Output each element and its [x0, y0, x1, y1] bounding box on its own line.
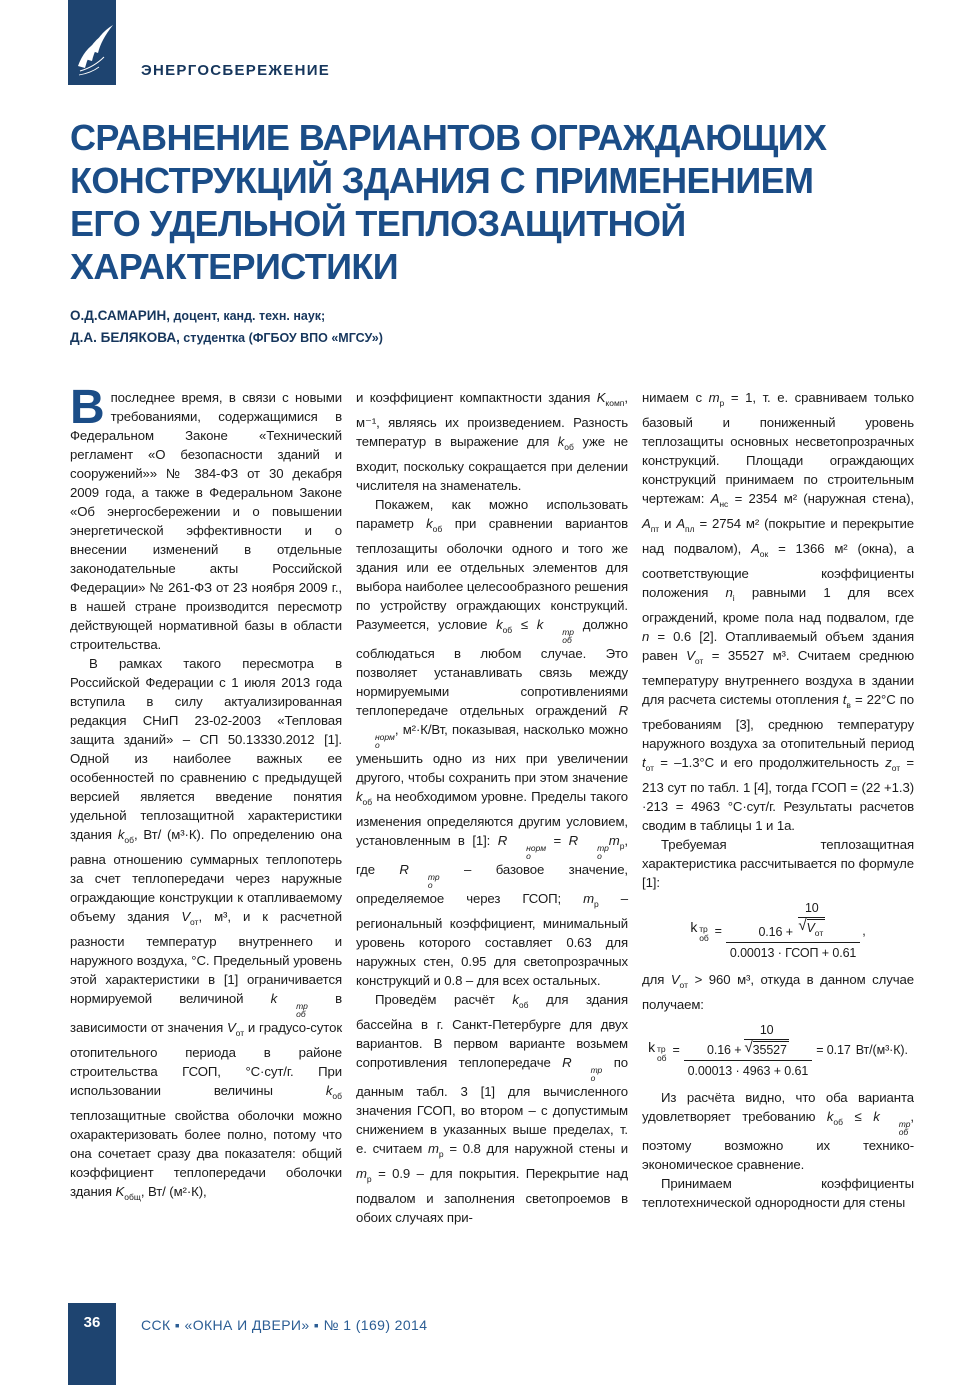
- variable: V: [806, 921, 815, 936]
- fraction-denominator: 0.00013 · ГСОП + 0.61: [726, 942, 860, 960]
- subscript: р: [366, 1174, 372, 1184]
- subscript: i: [732, 593, 735, 603]
- subscript: о: [375, 740, 380, 750]
- subscript: об: [833, 1116, 844, 1127]
- subscript: ок: [759, 549, 769, 559]
- formula-result: = 0.17: [816, 1043, 851, 1058]
- author-line: [70, 327, 383, 349]
- paragraph: Принимаем коэффициенты теплотехнической однородности для стены: [642, 1175, 914, 1210]
- authors-block: [70, 305, 383, 349]
- author-name: О.Д.САМАРИН,: [70, 308, 170, 323]
- variable: m: [583, 891, 594, 906]
- variable: k: [873, 1108, 880, 1124]
- fraction-denominator: 0.00013 · 4963 + 0.61: [684, 1060, 813, 1078]
- variable: t: [642, 755, 646, 770]
- article-body: [70, 388, 914, 1306]
- variable: k: [826, 1108, 834, 1124]
- subscript: пл: [685, 524, 695, 534]
- variable: R: [399, 862, 409, 877]
- paragraph: Впоследнее время, в связи с новыми требованиями, содержащимися в Федеральном Законе «Технический регламент «О безопасности зданий и сооружений»» № 384-ФЗ от 30 декабря 2009 года, а также в Федеральном Законе «Об энергосбережении и о повышении энергетической эффективности и о внесении изменений в отдельные законодательные акты Российской Федерации» № 261-ФЗ от 23 ноября 2009 г., в нашей стране производится пересмотр действующей нормативной базы в области строительства.: [70, 388, 342, 652]
- subscript: об: [124, 835, 134, 845]
- superscript: норм: [375, 732, 395, 742]
- inner-denominator: [798, 917, 825, 939]
- variable: k: [117, 827, 125, 842]
- fraction: [726, 901, 860, 961]
- subscript: о: [427, 880, 433, 890]
- superscript: тр: [296, 1001, 308, 1011]
- variable: R: [568, 833, 579, 848]
- superscript: тр: [597, 843, 609, 853]
- superscript: тр: [562, 627, 574, 637]
- author-line: [70, 305, 383, 327]
- variable: m: [608, 833, 620, 848]
- subscript: о: [590, 1073, 596, 1083]
- fraction-numerator: 0.16 + 10 √ $V_{от}$: [754, 901, 831, 942]
- subscript: об: [502, 625, 513, 635]
- stacked-supsub: [409, 873, 440, 889]
- subscript: об: [332, 1091, 342, 1101]
- superscript: тр: [657, 1043, 666, 1054]
- paragraph: Проведём расчёт $k_{об}$ для здания бассейна в г. Санкт-Петербурге для двух вариантов. В первом варианте возьмем сопротивления теплопередаче R тр о по данным табл. 3 [1] для вычисленного значения ГСОП, во втором – с допустимым снижением в указанных выше пределах, т. е. считаем $m_р = 0.8$ для наружной стены и $m_р = 0.9$ – для покрытия. Перекрытие над подвалом и заполнения светопроемов в обоих случаях при-: [356, 992, 628, 1225]
- formula-units: Вт/(м³·К).: [855, 1043, 908, 1058]
- variable: V: [686, 648, 695, 663]
- radicand: [807, 919, 826, 939]
- stacked-supsub: [277, 1002, 308, 1018]
- variable: k: [536, 617, 544, 632]
- subscript: от: [235, 1028, 245, 1038]
- variable: k: [512, 992, 519, 1007]
- variable: m: [708, 390, 720, 405]
- variable: k: [270, 991, 278, 1006]
- square-root: [798, 919, 825, 939]
- fraction-numerator: 0.16 + 10 √ 35527: [706, 1022, 787, 1057]
- formula-lhs: [690, 919, 710, 943]
- variable: m: [427, 1141, 439, 1156]
- radicand: 35527: [752, 1042, 787, 1057]
- superscript: тр: [699, 923, 708, 934]
- paragraph: и коэффициент компактности здания $K_{комп}$, м⁻¹, являясь их произведением. Разность температур в выражение для $k_{об}$ уже не входит, поскольку сокращается при делении числителя на знаменатель.: [356, 390, 628, 493]
- subscript: р: [719, 398, 725, 408]
- subscript: об: [362, 797, 373, 807]
- subscript: пт: [650, 524, 660, 534]
- subscript: комп: [605, 398, 625, 408]
- variable: m: [356, 1166, 367, 1181]
- subscript: об: [657, 1052, 667, 1063]
- variable: k: [325, 1083, 333, 1098]
- subscript: об: [296, 1009, 306, 1019]
- variable: A: [676, 516, 686, 531]
- article-title: [70, 116, 826, 288]
- variable: K: [115, 1184, 125, 1199]
- superscript: тр: [427, 872, 440, 882]
- variable: A: [710, 491, 720, 506]
- subscript: об: [432, 524, 443, 534]
- subscript: р: [593, 899, 599, 909]
- variable: R: [497, 833, 508, 848]
- stacked-supsub: [543, 628, 574, 644]
- text-column-1: [70, 388, 342, 1306]
- subscript: от: [814, 928, 824, 939]
- radical-icon: √: [798, 917, 807, 935]
- stacked-supsub: [356, 733, 395, 749]
- variable: A: [751, 541, 760, 556]
- equals-sign: =: [672, 1043, 680, 1058]
- subscript: р: [619, 841, 625, 851]
- title-line: ХАРАКТЕРИСТИКИ: [70, 246, 399, 287]
- subscript: об: [898, 1126, 909, 1137]
- subscript: от: [891, 763, 901, 773]
- stacked-supsub: [578, 844, 609, 860]
- section-label: ЭНЕРГОСБЕРЕЖЕНИЕ: [141, 62, 331, 79]
- paragraph: Покажем, как можно использовать параметр $k_{об}$ при сравнении вариантов теплозащиты оболочки одного и того же здания или ее отдельных элементов для выбора наиболее целесообразного решения по устройству ограждающих конструкций. Разумеется, условие $k_{об} \le k$ тр об должно соблюдаться в любом случае. Это позволяет устанавливать связь между нормируемыми сопротивлениями теплопередаче отдельных ограждений R норм о , м²·К/Вт, показывая, насколько можно уменьшить одно из них при увеличении другого, чтобы сохранить при этом значение $k_{об}$ на необходимом уровне. Пределы такого изменения определяются другим условием, установленным в [1]: R норм о = R тр о $m_р$, где R тр о – базовое значение, определяемое через ГСОП; $m_р$ – региональный коэффициент, минимальный уровень которого составляет 0.63 для наружных стен, 0.95 для светопрозрачных конструкций и 0.8 – для всех остальных.: [356, 497, 629, 988]
- inner-numerator: 10: [759, 1022, 774, 1037]
- superscript: тр: [590, 1065, 603, 1075]
- inner-denominator: [744, 1039, 788, 1057]
- variable: V: [670, 971, 680, 987]
- journal-info: ССК ▪ «ОКНА И ДВЕРИ» ▪ № 1 (169) 2014: [141, 1317, 428, 1333]
- variable: n: [642, 629, 650, 644]
- title-line: СРАВНЕНИЕ ВАРИАНТОВ ОГРАЖДАЮЩИХ: [70, 117, 827, 158]
- fraction: [684, 1023, 813, 1079]
- subscript: о: [597, 851, 602, 861]
- paragraph: для $V_{от} > 960$ м³, откуда в данном случае получаем:: [642, 971, 914, 1012]
- formula-lhs: [648, 1039, 668, 1063]
- text-column-3: [642, 388, 914, 1306]
- drop-cap: В: [70, 388, 105, 434]
- variable: K: [596, 390, 606, 405]
- k-calculation-formula: [642, 1023, 914, 1079]
- page-number: 36: [83, 1314, 101, 1331]
- variable: R: [618, 703, 628, 718]
- subscript: об: [699, 932, 709, 943]
- title-line: КОНСТРУКЦИЙ ЗДАНИЯ С ПРИМЕНЕНИЕМ: [70, 160, 814, 201]
- author-name: Д.А. БЕЛЯКОВА,: [70, 330, 180, 345]
- author-role: студентка (ФГБОУ ВПО «МГСУ»): [179, 331, 383, 345]
- inner-fraction: [744, 1023, 788, 1058]
- subscript: от: [679, 979, 688, 990]
- stacked-supsub: [880, 1120, 911, 1136]
- logo-swoosh-icon: [68, 0, 116, 85]
- subscript: от: [190, 917, 199, 927]
- variable: V: [181, 909, 191, 924]
- variable: k: [557, 434, 565, 449]
- radical-icon: √: [744, 1038, 753, 1056]
- formula-tail: ,: [862, 923, 866, 938]
- inner-fraction: [796, 901, 828, 939]
- subscript: об: [518, 1000, 529, 1010]
- page-number-box: [68, 1303, 116, 1385]
- subscript: р: [438, 1149, 444, 1159]
- stacked-supsub: [572, 1066, 603, 1082]
- stacked-supsub: [657, 1045, 666, 1063]
- paragraph: Требуемая теплозащитная характеристика рассчитывается по формуле [1]:: [642, 837, 914, 890]
- author-role: доцент, канд. техн. наук;: [169, 309, 326, 323]
- paragraph: Из расчёта видно, что оба варианта удовлетворяет требованию $k_{об} \le k$ тр об , поэтому возможно их технико-экономическое сравнение.: [642, 1089, 914, 1172]
- inner-numerator: 10: [804, 901, 819, 915]
- equals-sign: =: [714, 923, 722, 938]
- subscript: о: [526, 851, 531, 861]
- paragraph: В рамках такого пересмотра в Российской Федерации с 1 июля 2013 года вступила в силу актуализированная редакция СНиП 23-02-2003 «Тепловая защита зданий» – СП 50.13330.2012 [1]. Одной из наиболее важных ее особенностей по сравнению с предыдущей версией является введение понятия удельной теплозащитной характеристики здания $k_{об}$, Вт/ (м³·К). По определению она равна отношению суммарных теплопотерь за счет теплопередачи через наружные ограждающие конструкции к отапливаемому объему здания $V_{от}$, м³, и к расчетной разности температур внутреннего и наружного воздуха, °С. Предельный уровень этой характеристики в [1] ограничивается нормируемой величиной k тр об в зависимости от значения $V_{от}$ и градусо-суток отопительного периода в районе строительства ГСОП, °С·сут/г. При использовании величины $k_{об}$ теплозащитные свойства оболочки можно охарактеризовать более полно, потому что она сочетает сразу два показателя: общий коэффициент теплопередачи оболочки здания $K_{общ}$, Вт/ (м²·К),: [70, 656, 342, 1202]
- variable: A: [642, 516, 651, 531]
- subscript: общ: [124, 1192, 141, 1202]
- publisher-logo: [68, 0, 116, 85]
- subscript: от: [694, 656, 704, 666]
- square-root: [744, 1038, 788, 1057]
- variable: k: [356, 789, 363, 804]
- subscript: об: [562, 635, 572, 645]
- formula-variable: k: [690, 918, 698, 935]
- variable: z: [885, 755, 892, 770]
- formula-variable: k: [648, 1038, 656, 1055]
- text-column-2: [356, 388, 628, 1306]
- required-k-formula: [642, 901, 914, 961]
- variable: R: [562, 1055, 572, 1070]
- variable: t: [842, 692, 847, 707]
- variable: k: [426, 516, 433, 531]
- variable: V: [226, 1020, 236, 1035]
- variable: n: [725, 585, 733, 600]
- subscript: об: [564, 442, 574, 452]
- paragraph: нимаем с $m_р = 1$, т. е. сравниваем только базовый и пониженный уровень теплозащиты основных несветопрозрачных конструкций. Площади ограждающих конструкций принимаем по строительным чертежам: $A_{нс} = 2354$ м² (наружная стена), $A_{пт}$ и $A_{пл} = 2754$ м² (покрытие и перекрытие над подвалом), $A_{ок} = 1366$ м² (окна), а соответствующие коэффициенты положения $n_i$ равными 1 для всех ограждений, кроме пола над подвалом, где n = 0.6 [2]. Отапливаемый объем здания равен $V_{от} = 35527$ м³. Считаем среднюю температуру внутреннего воздуха в здании для расчета системы отопления $t_в = 22^\circ С$ по требованиям [3], среднюю температуру наружного воздуха за отопительный период $t_{от} = -1.3^\circ С$ и его продолжительность $z_{от} = 213$ сут по табл. 1 [4], тогда ГСОП = (22 +1.3) ·213 = 4963 °С·сут/г. Результаты расчетов сводим в таблицы 1 и 1а.: [642, 390, 914, 833]
- variable: k: [496, 617, 503, 632]
- stacked-supsub: [699, 925, 708, 943]
- stacked-supsub: [507, 844, 546, 860]
- superscript: норм: [526, 843, 547, 853]
- title-line: ЕГО УДЕЛЬНОЙ ТЕПЛОЗАЩИТНОЙ: [70, 203, 686, 244]
- subscript: в: [846, 700, 851, 710]
- superscript: тр: [898, 1118, 911, 1129]
- subscript: от: [645, 763, 655, 773]
- subscript: нс: [719, 499, 729, 509]
